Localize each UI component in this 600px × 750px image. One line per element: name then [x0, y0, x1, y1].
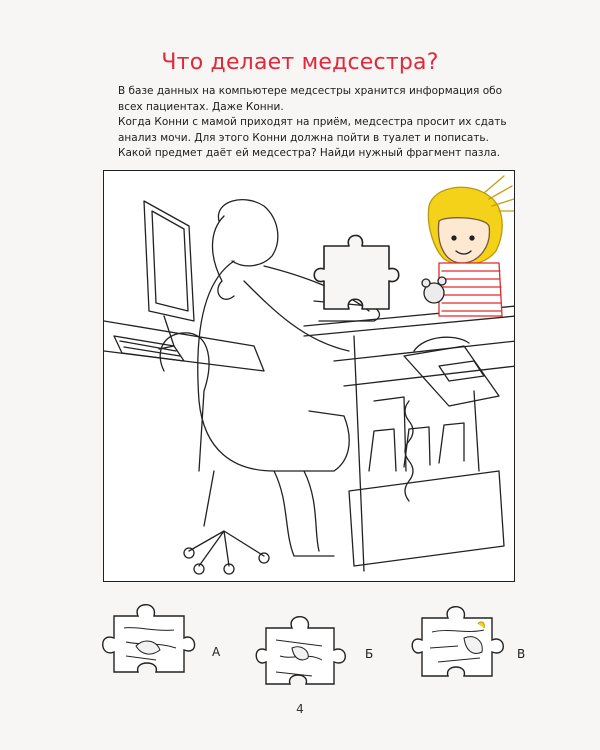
- puzzle-piece-c[interactable]: [408, 598, 518, 683]
- telephone-drawing: [404, 346, 499, 406]
- nurse-head-drawing: [218, 200, 277, 266]
- intro-paragraph-2: Когда Конни с мамой приходят на приём, медсестра просит их сдать анализ мочи. Для этого Конни должна пойти в туалет и пописать. Какой предмет даёт ей медсестра? Найди нужный фрагмент пазла.: [118, 116, 507, 159]
- puzzle-label-a: А: [212, 645, 221, 659]
- puzzle-label-b: Б: [365, 647, 374, 661]
- file-drawer-drawing: [349, 471, 504, 566]
- nurse-at-desk-drawing: [104, 171, 515, 582]
- monitor-drawing: [144, 201, 194, 321]
- page-title: Что делает медсестра?: [161, 50, 439, 75]
- intro-paragraph-1: В базе данных на компьютере медсестры хранится информация обо всех пациентах. Даже Конни.: [118, 85, 503, 113]
- puzzle-label-c: В: [517, 647, 526, 661]
- puzzle-piece-a[interactable]: [96, 598, 214, 678]
- connie-character: [422, 176, 515, 316]
- puzzle-piece-b[interactable]: [252, 610, 362, 690]
- missing-puzzle-slot: [314, 235, 399, 309]
- page-number: 4: [296, 702, 304, 716]
- intro-text: [118, 84, 518, 162]
- coloring-illustration: [103, 170, 515, 582]
